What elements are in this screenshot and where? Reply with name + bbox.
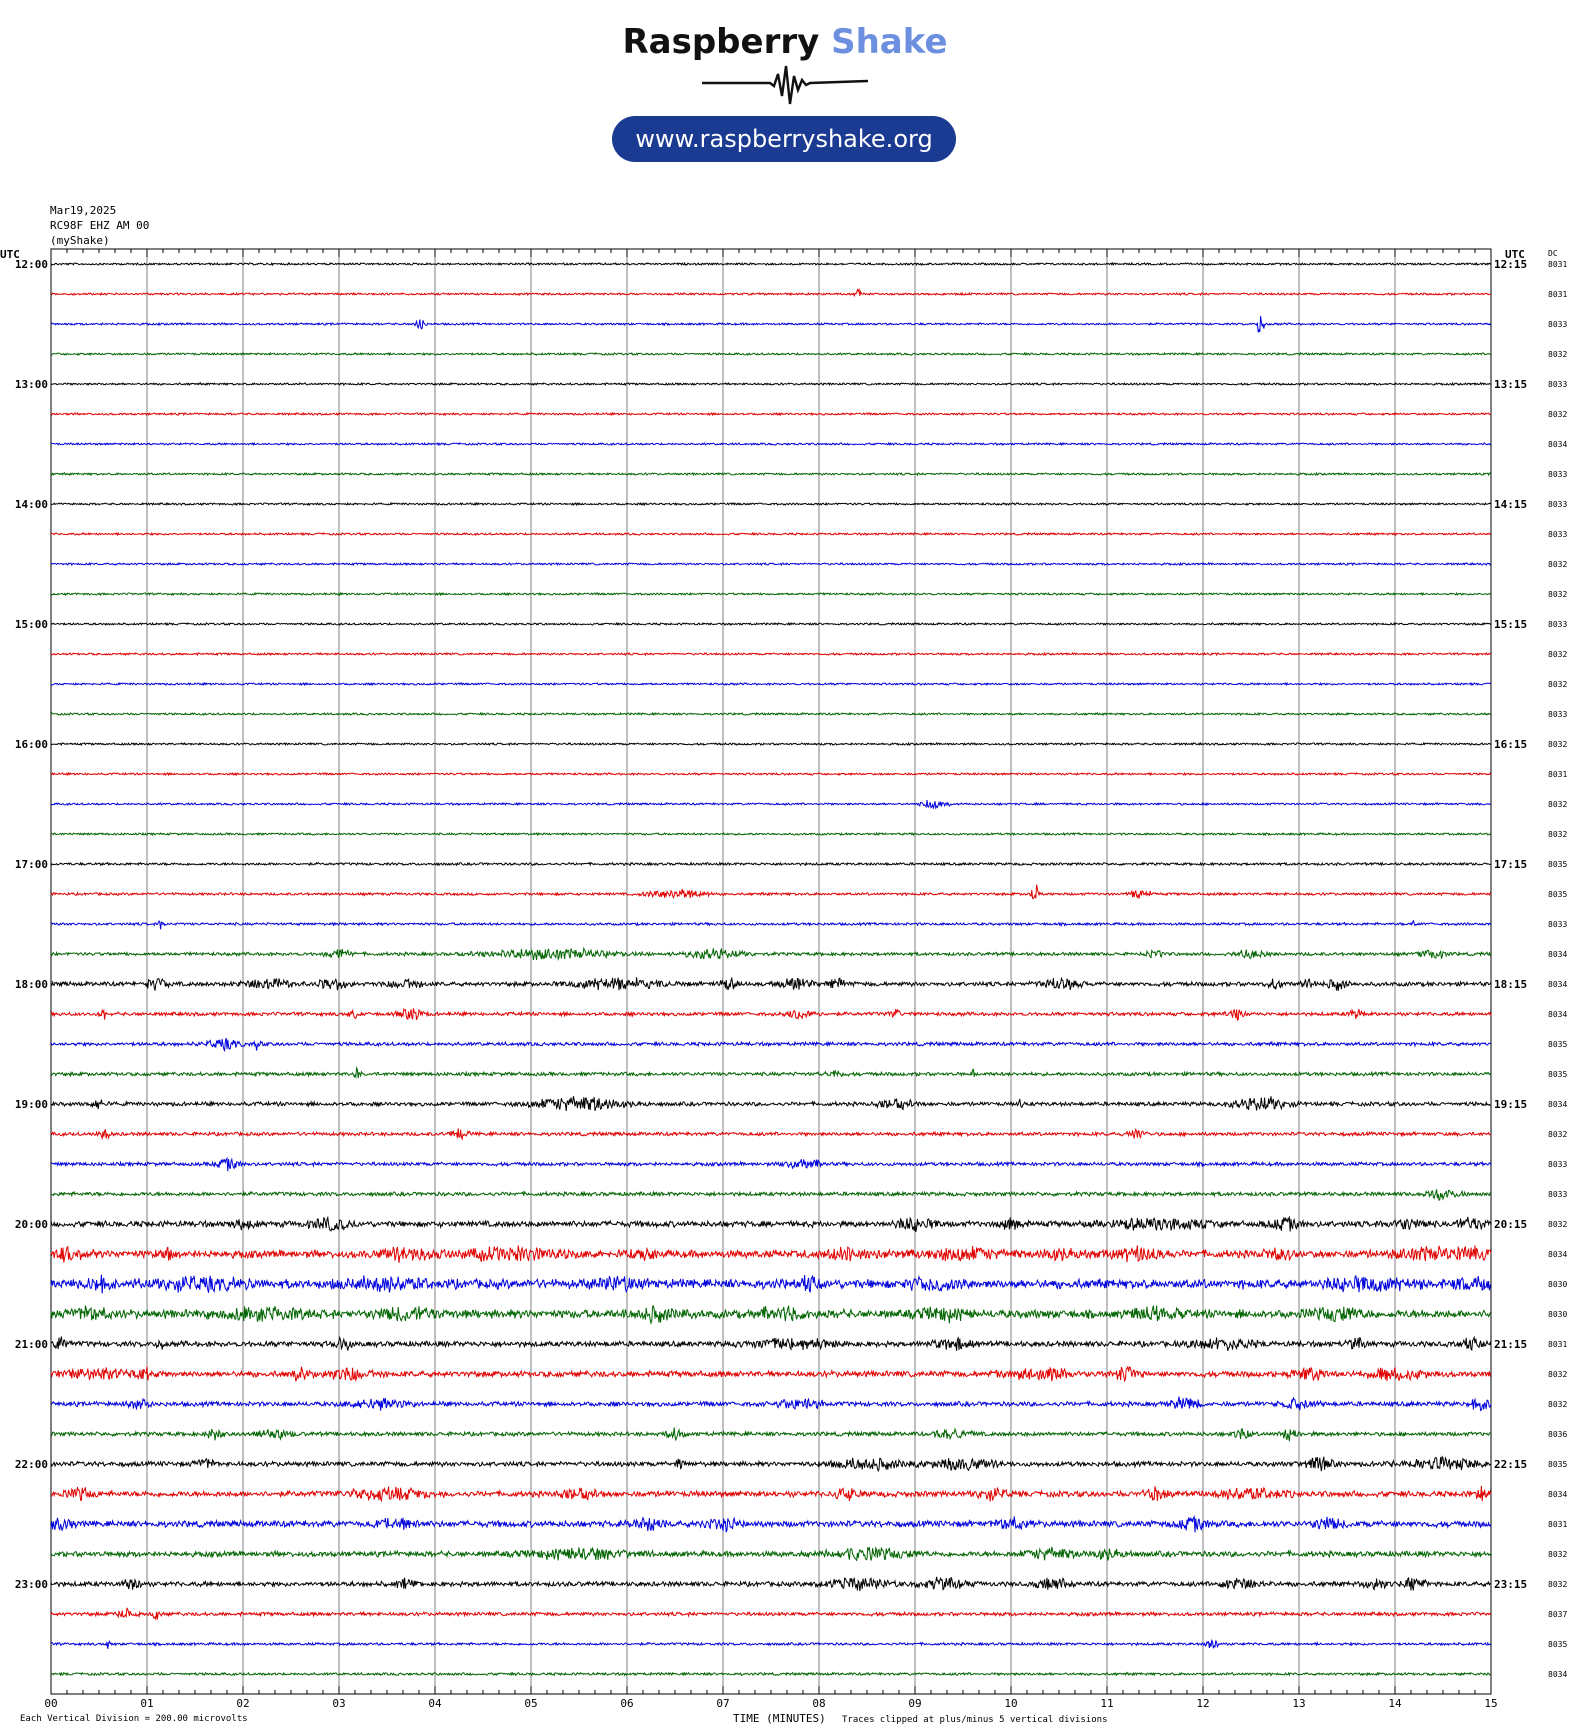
seismic-trace-line — [51, 1577, 1491, 1591]
dc-offset-label: 8035 — [1548, 860, 1568, 869]
dc-offset-label: 8032 — [1548, 650, 1568, 659]
dc-offset-label: 8034 — [1548, 1010, 1568, 1019]
seismic-trace-line — [51, 1306, 1491, 1324]
seismic-trace-line — [51, 1337, 1491, 1351]
seismic-trace-line — [51, 383, 1491, 385]
dc-offset-label: 8031 — [1548, 260, 1568, 269]
seismic-trace-line — [51, 1038, 1491, 1051]
hour-label-right: 17:15 — [1494, 858, 1528, 871]
hour-label-right: 14:15 — [1494, 498, 1528, 511]
seismic-trace-line — [51, 563, 1491, 565]
record-date: Mar19,2025 — [50, 204, 117, 217]
network-name: (myShake) — [50, 234, 110, 247]
utc-left-label: UTC — [0, 248, 20, 261]
x-tick-label: 12 — [1196, 1697, 1210, 1710]
seismic-trace-line — [51, 713, 1491, 715]
x-tick-label: 04 — [428, 1697, 442, 1710]
seismic-trace-line — [51, 921, 1491, 930]
dc-offset-label: 8031 — [1548, 1520, 1568, 1529]
x-tick-label: 11 — [1100, 1697, 1114, 1710]
brand-word-raspberry: Raspberry — [622, 22, 820, 62]
dc-offset-label: 8033 — [1548, 620, 1568, 629]
dc-offset-label: 8035 — [1548, 1640, 1568, 1649]
utc-right-label: UTC — [1505, 248, 1525, 261]
seismic-trace-line — [51, 263, 1491, 265]
x-tick-label: 15 — [1484, 1697, 1498, 1710]
dc-offset-label: 8032 — [1548, 590, 1568, 599]
dc-offset-label: 8033 — [1548, 320, 1568, 329]
seismic-trace-line — [51, 1608, 1491, 1620]
dc-offset-label: 8034 — [1548, 1670, 1568, 1679]
x-tick-label: 03 — [332, 1697, 346, 1710]
seismic-trace-line — [51, 948, 1491, 960]
seismic-trace-line — [51, 1428, 1491, 1442]
dc-offset-label: 8036 — [1548, 1430, 1568, 1439]
brand-word-shake: Shake — [831, 22, 948, 62]
dc-offset-label: 8034 — [1548, 1100, 1568, 1109]
seismic-trace-line — [51, 1673, 1491, 1676]
x-tick-label: 07 — [716, 1697, 730, 1710]
seismic-trace-line — [51, 977, 1491, 991]
seismic-trace-line — [51, 1547, 1491, 1561]
x-tick-label: 00 — [44, 1697, 58, 1710]
dc-offset-label: 8032 — [1548, 830, 1568, 839]
hour-label-left: 14:00 — [14, 498, 48, 511]
seismic-trace-line — [51, 443, 1491, 445]
hour-label-right: 18:15 — [1494, 978, 1528, 991]
hour-label-left: 15:00 — [14, 618, 48, 631]
label-layer — [0, 248, 1567, 1710]
dc-offset-label: 8030 — [1548, 1280, 1568, 1289]
seismic-trace-line — [51, 1640, 1491, 1648]
seismic-trace-line — [51, 863, 1491, 866]
seismic-trace-line — [51, 1189, 1491, 1200]
hour-label-right: 22:15 — [1494, 1458, 1528, 1471]
seismic-trace-line — [51, 1397, 1491, 1411]
seismic-trace-line — [51, 316, 1491, 332]
seismic-trace-line — [51, 833, 1491, 835]
dc-offset-label: 8031 — [1548, 290, 1568, 299]
seismic-trace-line — [51, 653, 1491, 655]
seismic-trace-line — [51, 353, 1491, 355]
dc-offset-label: 8034 — [1548, 1490, 1568, 1499]
dc-offset-label: 8033 — [1548, 530, 1568, 539]
hour-label-left: 22:00 — [14, 1458, 48, 1471]
seismic-trace-line — [51, 473, 1491, 475]
dc-offset-label: 8033 — [1548, 710, 1568, 719]
seismic-trace-line — [51, 1275, 1491, 1294]
plot-frame — [51, 249, 1491, 1694]
dc-offset-label: 8032 — [1548, 350, 1568, 359]
dc-offset-label: 8030 — [1548, 1310, 1568, 1319]
dc-offset-label: 8032 — [1548, 1550, 1568, 1559]
seismic-trace-line — [51, 593, 1491, 595]
hour-label-right: 15:15 — [1494, 618, 1528, 631]
x-tick-label: 14 — [1388, 1697, 1402, 1710]
seismic-trace-line — [51, 800, 1491, 809]
hour-label-left: 13:00 — [14, 378, 48, 391]
hour-label-right: 13:15 — [1494, 378, 1528, 391]
seismic-trace-line — [51, 1366, 1491, 1381]
dc-offset-label: 8033 — [1548, 1160, 1568, 1169]
dc-offset-label: 8033 — [1548, 1190, 1568, 1199]
dc-offset-label: 8033 — [1548, 380, 1568, 389]
hour-label-left: 20:00 — [14, 1218, 48, 1231]
hour-label-left: 12:00 — [14, 258, 48, 271]
dc-offset-label: 8032 — [1548, 1370, 1568, 1379]
dc-offset-label: 8032 — [1548, 560, 1568, 569]
dc-header-label: DC — [1548, 249, 1558, 258]
dc-offset-label: 8032 — [1548, 1220, 1568, 1229]
seismic-trace-line — [51, 885, 1491, 899]
dc-offset-label: 8035 — [1548, 1070, 1568, 1079]
trace-layer — [51, 263, 1491, 1676]
dc-offset-label: 8037 — [1548, 1610, 1568, 1619]
dc-offset-label: 8034 — [1548, 440, 1568, 449]
dc-offset-label: 8033 — [1548, 500, 1568, 509]
website-url-link[interactable]: www.raspberryshake.org — [612, 116, 956, 162]
dc-offset-label: 8035 — [1548, 890, 1568, 899]
seismic-trace-line — [51, 1245, 1491, 1262]
dc-offset-label: 8032 — [1548, 740, 1568, 749]
hour-label-right: 19:15 — [1494, 1098, 1528, 1111]
seismic-trace-line — [51, 623, 1491, 625]
dc-offset-label: 8032 — [1548, 800, 1568, 809]
hour-label-left: 18:00 — [14, 978, 48, 991]
seismic-trace-line — [51, 413, 1491, 415]
seismic-trace-line — [51, 743, 1491, 745]
station-channel: RC98F EHZ AM 00 — [50, 219, 150, 232]
scale-note: Each Vertical Division = 200.00 microvolts — [20, 1714, 248, 1724]
hour-label-left: 19:00 — [14, 1098, 48, 1111]
seismic-trace-line — [51, 1096, 1491, 1111]
dc-offset-label: 8033 — [1548, 920, 1568, 929]
x-tick-label: 01 — [140, 1697, 154, 1710]
dc-offset-label: 8032 — [1548, 410, 1568, 419]
dc-offset-label: 8032 — [1548, 1400, 1568, 1409]
plot-grid — [51, 249, 1491, 1694]
seismic-trace-line — [51, 1158, 1491, 1171]
dc-offset-label: 8034 — [1548, 1250, 1568, 1259]
x-tick-label: 09 — [908, 1697, 922, 1710]
hour-label-right: 20:15 — [1494, 1218, 1528, 1231]
dc-offset-label: 8032 — [1548, 1130, 1568, 1139]
seismic-trace-line — [51, 1128, 1491, 1139]
x-axis-title: TIME (MINUTES) — [733, 1712, 826, 1725]
x-tick-label: 06 — [620, 1697, 634, 1710]
dc-offset-label: 8031 — [1548, 770, 1568, 779]
hour-label-right: 23:15 — [1494, 1578, 1528, 1591]
hour-label-left: 17:00 — [14, 858, 48, 871]
dc-offset-label: 8031 — [1548, 1340, 1568, 1349]
seismic-trace-line — [51, 1457, 1491, 1472]
seismic-trace-line — [51, 773, 1491, 775]
seismic-trace-line — [51, 1008, 1491, 1020]
dc-offset-label: 8035 — [1548, 1040, 1568, 1049]
dc-offset-label: 8034 — [1548, 980, 1568, 989]
clip-note: Traces clipped at plus/minus 5 vertical divisions — [842, 1715, 1108, 1725]
hour-label-left: 16:00 — [14, 738, 48, 751]
dc-offset-label: 8033 — [1548, 470, 1568, 479]
seismic-trace-line — [51, 1517, 1491, 1533]
seismic-trace-line — [51, 533, 1491, 535]
seismic-trace-line — [51, 1486, 1491, 1502]
seismic-trace-line — [51, 1068, 1491, 1078]
x-tick-label: 13 — [1292, 1697, 1306, 1710]
seismic-trace-line — [51, 683, 1491, 685]
x-tick-label: 10 — [1004, 1697, 1018, 1710]
dc-offset-label: 8032 — [1548, 680, 1568, 689]
dc-offset-label: 8035 — [1548, 1460, 1568, 1469]
hour-label-right: 16:15 — [1494, 738, 1528, 751]
hour-label-left: 21:00 — [14, 1338, 48, 1351]
x-tick-label: 02 — [236, 1697, 250, 1710]
hour-label-right: 21:15 — [1494, 1338, 1528, 1351]
seismic-trace-line — [51, 289, 1491, 295]
seismic-trace-line — [51, 503, 1491, 505]
dc-offset-label: 8032 — [1548, 1580, 1568, 1589]
hour-label-right: 12:15 — [1494, 258, 1528, 271]
x-tick-label: 05 — [524, 1697, 538, 1710]
x-tick-label: 08 — [812, 1697, 826, 1710]
seismic-trace-line — [51, 1217, 1491, 1232]
dc-offset-label: 8034 — [1548, 950, 1568, 959]
hour-label-left: 23:00 — [14, 1578, 48, 1591]
